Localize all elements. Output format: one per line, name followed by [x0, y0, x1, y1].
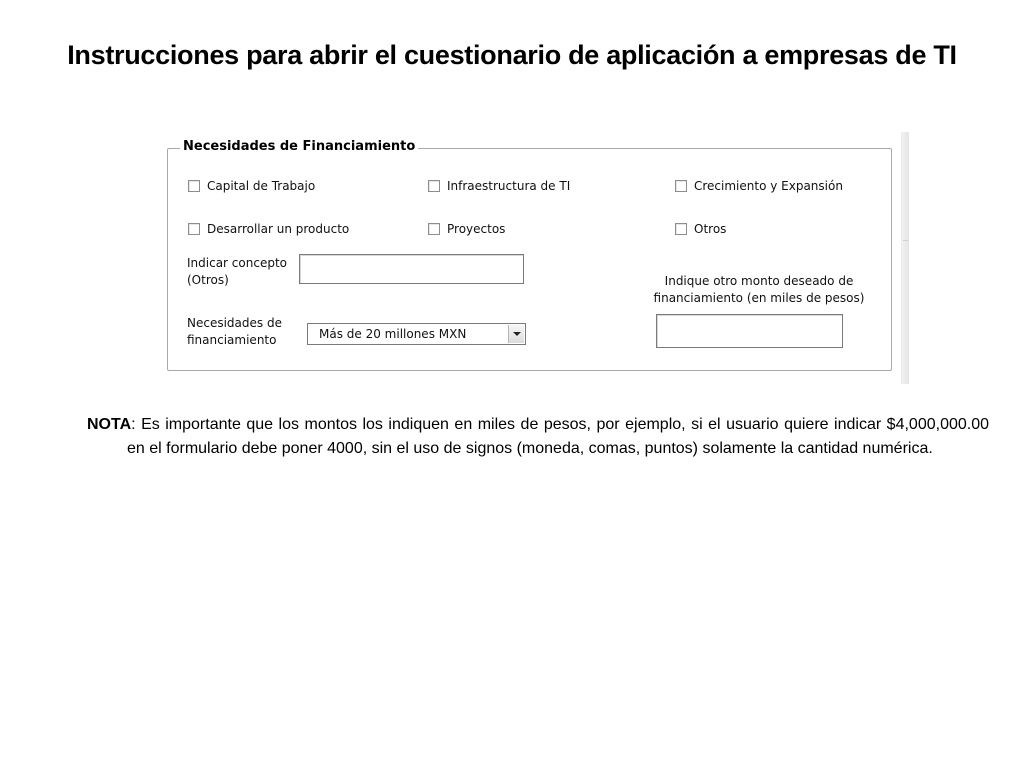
note-text: : Es importante que los montos los indiquen en miles de pesos, por ejemplo, si el usuario quiere indicar $4,000,000.00 en el formulario debe poner 4000, sin el uso de signos (moneda, comas, puntos) solamente la cantidad numérica. [127, 416, 989, 457]
checkbox-label: Capital de Trabajo [207, 179, 316, 193]
checkbox-box[interactable] [428, 223, 440, 235]
monto-input[interactable] [656, 314, 843, 348]
necesidades-label: Necesidades de financiamiento [187, 316, 282, 347]
checkbox-box[interactable] [188, 223, 200, 235]
checkbox-label: Desarrollar un producto [207, 222, 350, 236]
checkbox-label: Otros [694, 222, 727, 236]
checkbox-proyectos[interactable] [428, 222, 505, 236]
concepto-input[interactable] [299, 254, 524, 284]
checkbox-box[interactable] [188, 180, 200, 192]
scrollbar-edge [901, 132, 909, 384]
checkbox-label: Infraestructura de TI [447, 179, 571, 193]
note-paragraph [87, 413, 989, 461]
fieldset-legend: Necesidades de Financiamiento [180, 139, 418, 154]
checkbox-box[interactable] [428, 180, 440, 192]
necesidades-select[interactable] [307, 323, 526, 345]
necesidades-selected-value: Más de 20 millones MXN [319, 327, 467, 341]
checkbox-box[interactable] [675, 180, 687, 192]
checkbox-infraestructura-ti[interactable] [428, 179, 570, 193]
checkbox-label: Proyectos [447, 222, 506, 236]
checkbox-otros[interactable] [675, 222, 726, 236]
financing-form-screenshot [167, 132, 908, 384]
monto-label: Indique otro monto deseado de financiamiento (en miles de pesos) [653, 274, 865, 305]
slide-title: Instrucciones para abrir el cuestionario de aplicación a empresas de TI [67, 40, 957, 70]
concepto-label: Indicar concepto (Otros) [187, 256, 287, 287]
financing-fieldset [167, 139, 892, 371]
checkbox-label: Crecimiento y Expansión [694, 179, 843, 193]
checkbox-desarrollar-producto[interactable] [188, 222, 349, 236]
checkbox-box[interactable] [675, 223, 687, 235]
chevron-down-icon[interactable] [508, 325, 524, 343]
checkbox-capital-de-trabajo[interactable] [188, 179, 315, 193]
note-prefix: NOTA [87, 416, 132, 433]
checkbox-crecimiento-expansion[interactable] [675, 179, 843, 193]
